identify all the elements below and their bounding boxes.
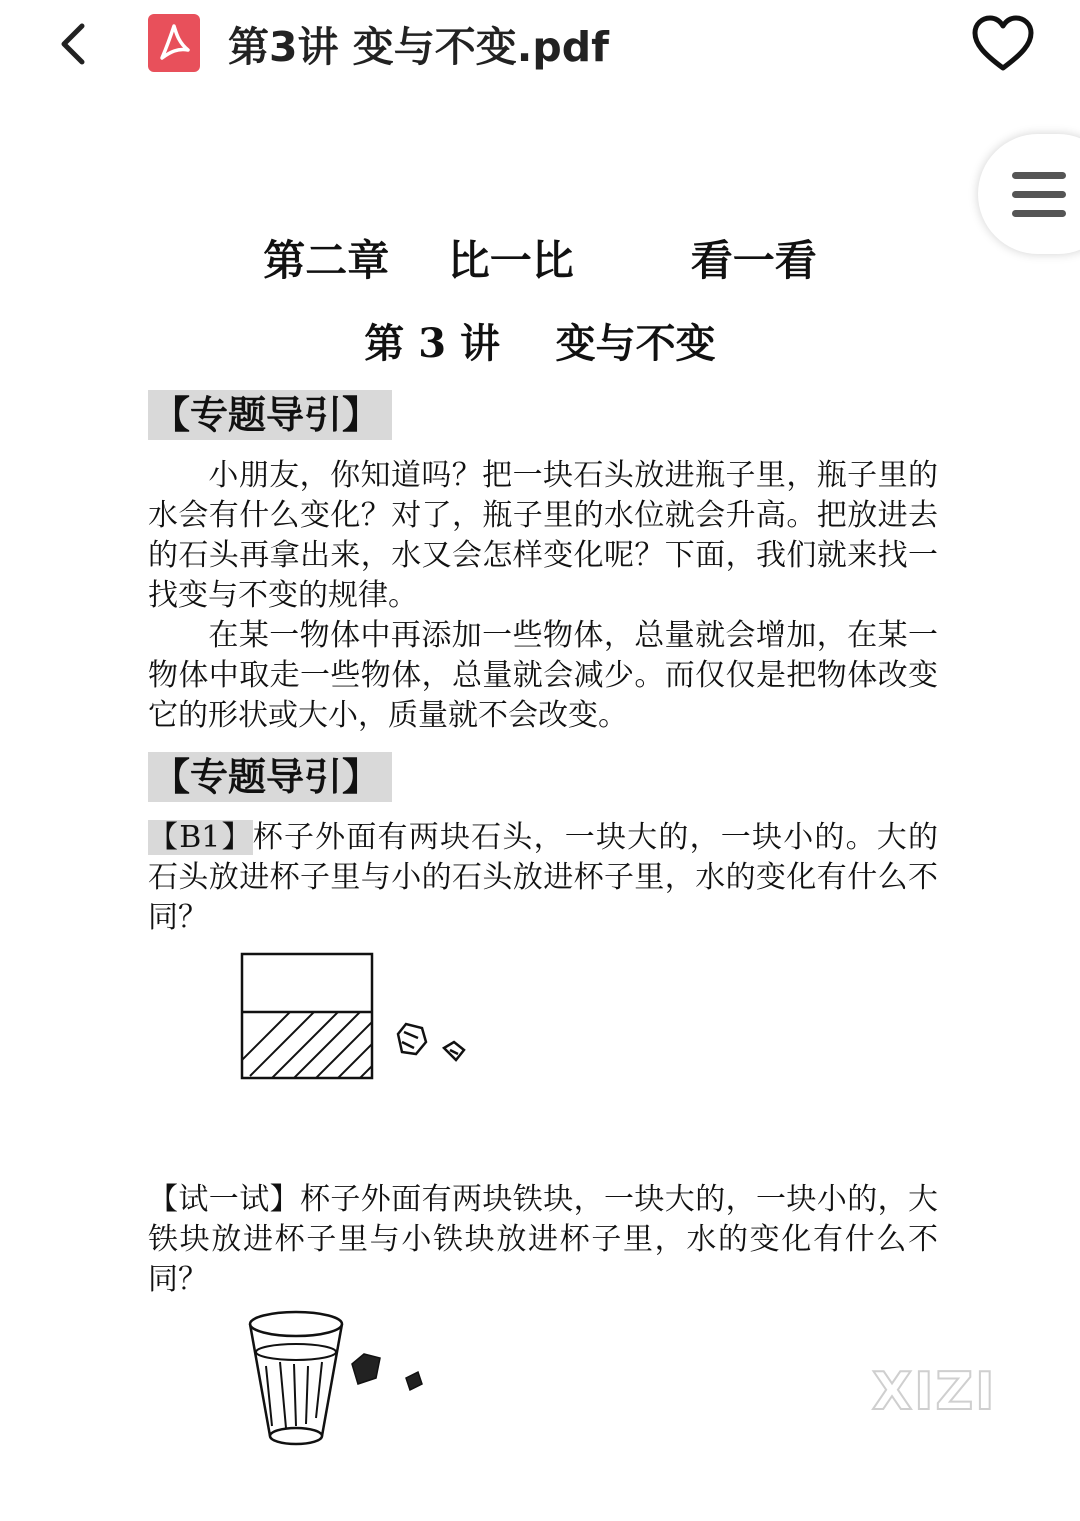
problem-try: 【试一试】杯子外面有两块铁块，一块大的，一块小的，大铁块放进杯子里与小铁块放进杯子里，水的变化有什么不同？ <box>148 1182 938 1297</box>
top-bar <box>0 0 1080 92</box>
problem-tag: 【B1】 <box>148 820 253 855</box>
watermark-logo: XIZI <box>872 1362 997 1422</box>
lecture-title: 第 3 讲 变与不变 <box>364 320 716 367</box>
glass-with-iron-blocks-illustration <box>240 1306 440 1456</box>
small-stone-icon <box>444 1042 464 1060</box>
pdf-icon <box>148 14 200 72</box>
heart-icon <box>970 14 1036 74</box>
chevron-left-icon <box>58 22 88 66</box>
large-iron-block-icon <box>352 1354 380 1384</box>
intro-paragraph-2: 在某一物体中再添加一些物体，总量就会增加，在某一物体中取走一些物体，总量就会减少。而仅仅是把物体改变它的形状或大小，质量就不会改变。 <box>148 618 938 733</box>
section-heading-examples: 【专题导引】 <box>148 752 392 802</box>
small-iron-block-icon <box>406 1372 422 1390</box>
section-heading-intro: 【专题导引】 <box>148 390 392 440</box>
intro-paragraph-1: 小朋友，你知道吗？把一块石头放进瓶子里，瓶子里的水会有什么变化？对了，瓶子里的水位就会升高。把放进去的石头再拿出来，水又会怎样变化呢？下面，我们就来找一找变与不变的规律。 <box>148 458 938 613</box>
large-stone-icon <box>398 1024 426 1054</box>
chapter-title: 第二章 比一比 看一看 <box>263 236 817 285</box>
favorite-button[interactable] <box>970 14 1036 74</box>
back-button[interactable] <box>48 16 98 72</box>
file-title: 第3讲 变与不变.pdf <box>228 23 609 71</box>
problem-b1: 【B1】杯子外面有两块石头，一块大的，一块小的。大的石头放进杯子里与小的石头放进杯子里，水的变化有什么不同？ <box>148 820 939 935</box>
cup-with-stones-illustration <box>236 946 486 1086</box>
try-tag: 【试一试】 <box>148 1182 300 1217</box>
